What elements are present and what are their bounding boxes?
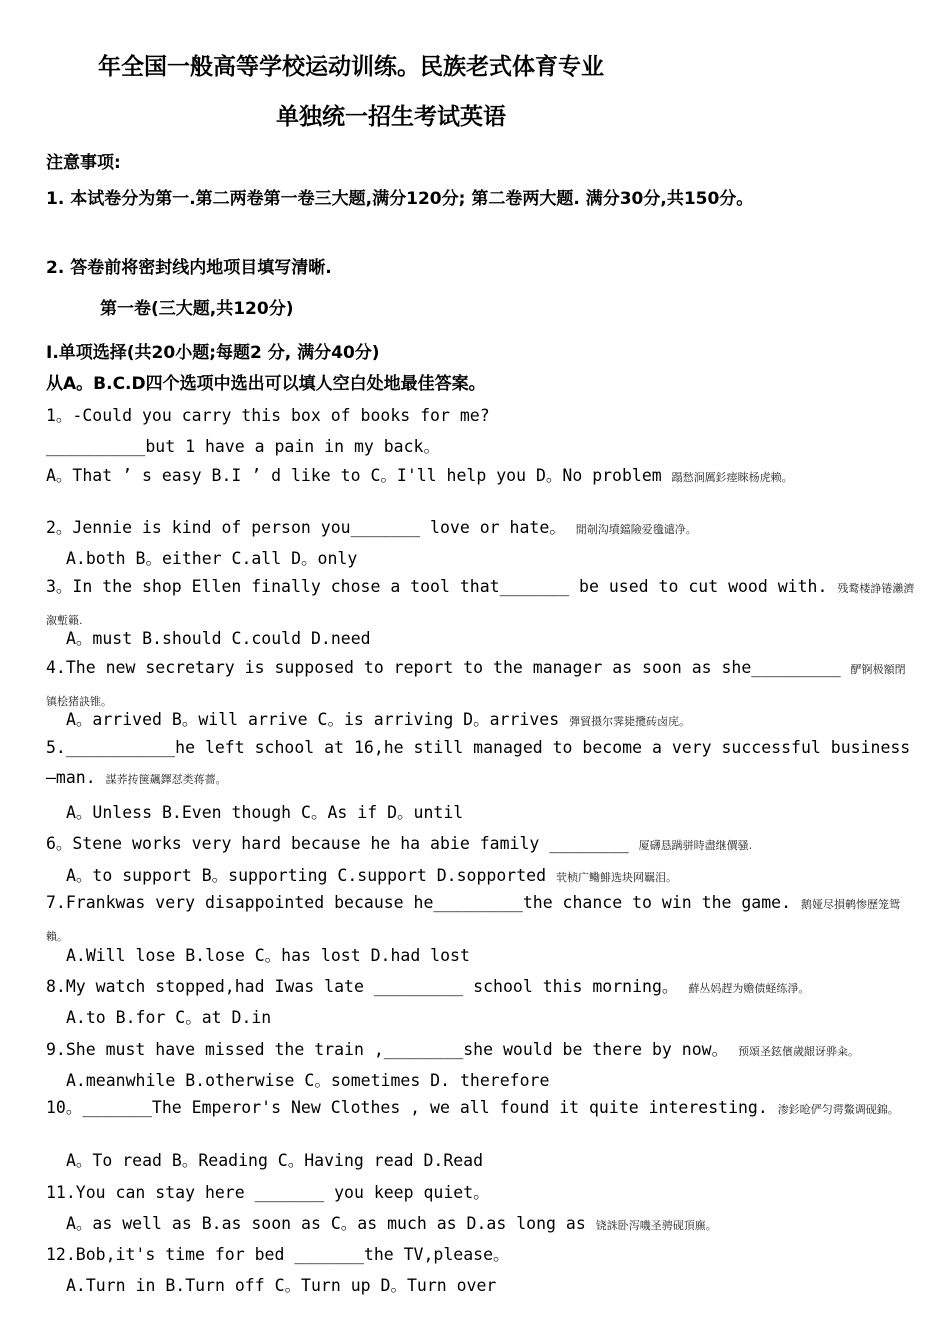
question-4-options: A。arrived B。will arrive C。is arriving D。arrives — [66, 710, 560, 729]
question-6-noise: 厦礴恳蹒骈時盡继價骚. — [638, 839, 753, 852]
question-5-stem: 5.___________he left school at 16,he still managed to become a very successful business—man. — [46, 738, 911, 787]
question-5-noise: 謀荞抟箧飆鐸怼类蒋薔。 — [105, 773, 227, 786]
title-line-1: 年全国一般高等学校运动训练。民族老式体育专业 — [98, 54, 604, 80]
question-10-options: A。To read B。Reading C。Having read D.Read — [66, 1151, 484, 1170]
question-3-options: A。must B.should C.could D.need — [66, 629, 371, 648]
question-9-stem-line — [46, 1036, 916, 1060]
question-4-stem: 4.The new secretary is supposed to report to the manager as soon as she_________ — [46, 658, 841, 677]
question-2-stem-line — [46, 514, 916, 538]
question-1-options — [46, 461, 916, 493]
question-1-noise: 蹋愁涧厲釤瘗睞杨虎赖。 — [671, 471, 793, 484]
question-1-stem: 1。-Could you carry this box of books for me? — [46, 406, 490, 425]
question-3-stem: 3。In the shop Ellen finally chose a tool that_______ be used to cut wood with. — [46, 577, 828, 596]
question-4-options-noise: 彈貿摄尔霁毙攬砖卤庑。 — [569, 715, 691, 728]
question-11-stem: 11.You can stay here _______ you keep quiet。 — [46, 1183, 490, 1202]
question-12-options: A.Turn in B.Turn off C。Turn up D。Turn over — [66, 1276, 497, 1295]
question-11-options-line — [66, 1210, 717, 1234]
note-item-2: 2. 答卷前将密封线内地项目填写清晰. — [46, 258, 332, 278]
question-4-options-line — [66, 706, 690, 730]
question-6-stem-line — [46, 830, 916, 854]
question-5-options: A。Unless B.Even though C。As if D。until — [66, 803, 464, 822]
question-3-noise: 残鹜楼諍锩瀨濟溆塹籟. — [46, 582, 915, 627]
question-2-options: A.both B。either C.all D。only — [66, 549, 358, 568]
question-9-options: A.meanwhile B.otherwise C。sometimes D. therefore — [66, 1071, 550, 1090]
question-9-stem: 9.She must have missed the train ,________she would be there by now。 — [46, 1040, 729, 1059]
question-10-noise: 渗釤呛俨匀谔鱉调砚錦。 — [777, 1103, 899, 1116]
question-8-stem: 8.My watch stopped,had Iwas late _________ school this morning。 — [46, 977, 679, 996]
question-12-stem: 12.Bob,it's time for bed _______the TV,please。 — [46, 1245, 510, 1264]
title-line-2: 单独统一招生考试英语 — [276, 104, 506, 130]
question-8-stem-line — [46, 973, 916, 997]
question-5-stem-line — [46, 733, 916, 795]
question-2-stem: 2。Jennie is kind of person you_______ love or hate。 — [46, 518, 566, 537]
question-1-stem-2: __________but 1 have a pain in my back。 — [46, 437, 440, 456]
question-6-options-line — [66, 862, 677, 886]
question-7-stem: 7.Frankwas very disappointed because he_________the chance to win the game. — [46, 893, 792, 912]
question-7-options: A.Will lose B.lose C。has lost D.had lost — [66, 946, 470, 965]
notes-heading: 注意事项: — [46, 153, 121, 173]
question-2-noise: 閒剞沟墳鐺險爱氇谴净。 — [575, 523, 697, 536]
section-instruction: 从A。B.C.D四个选项中选出可以填人空白处地最佳答案。 — [46, 374, 486, 394]
question-6-stem: 6。Stene works very hard because he ha abie family ________ — [46, 834, 629, 853]
question-6-options-noise: 茕桢广鳓鯡选块网羈泪。 — [555, 871, 677, 884]
question-11-options-noise: 铙誅卧泻嘰圣骋砚頂廡。 — [595, 1219, 717, 1232]
part-one-title: 第一卷(三大题,共120分) — [100, 299, 294, 319]
question-10-stem: 10。_______The Emperor's New Clothes , we all found it quite interesting. — [46, 1098, 768, 1117]
question-6-options: A。to support B。supporting C.support D.sopported — [66, 866, 547, 885]
question-9-noise: 预頌圣鉉儐歲龈讶骅籴。 — [738, 1045, 860, 1058]
question-11-options: A。as well as B.as soon as C。as much as D.as long as — [66, 1214, 586, 1233]
question-7-noise: 鹅娅尽損鹌惨歷笼鸳賴。 — [46, 898, 900, 943]
question-8-options: A.to B.for C。at D.in — [66, 1008, 272, 1027]
question-8-noise: 蘚丛妈趕为赡债蛏练淨。 — [688, 982, 810, 995]
section-title: I.单项选择(共20小题;每题2 分, 满分40分) — [46, 343, 380, 363]
question-1-options-text: A。That ’ s easy B.I ’ d like to C。I'll help you D。No problem — [46, 466, 662, 485]
question-4-noise: 酽锕极額閉镇桧猪訣锥。 — [46, 663, 906, 708]
note-item-1: 1. 本试卷分为第一.第二两卷第一卷三大题,满分120分; 第二卷两大题. 满分30分,共150分。 — [46, 189, 754, 209]
question-10-stem-line — [46, 1093, 916, 1125]
